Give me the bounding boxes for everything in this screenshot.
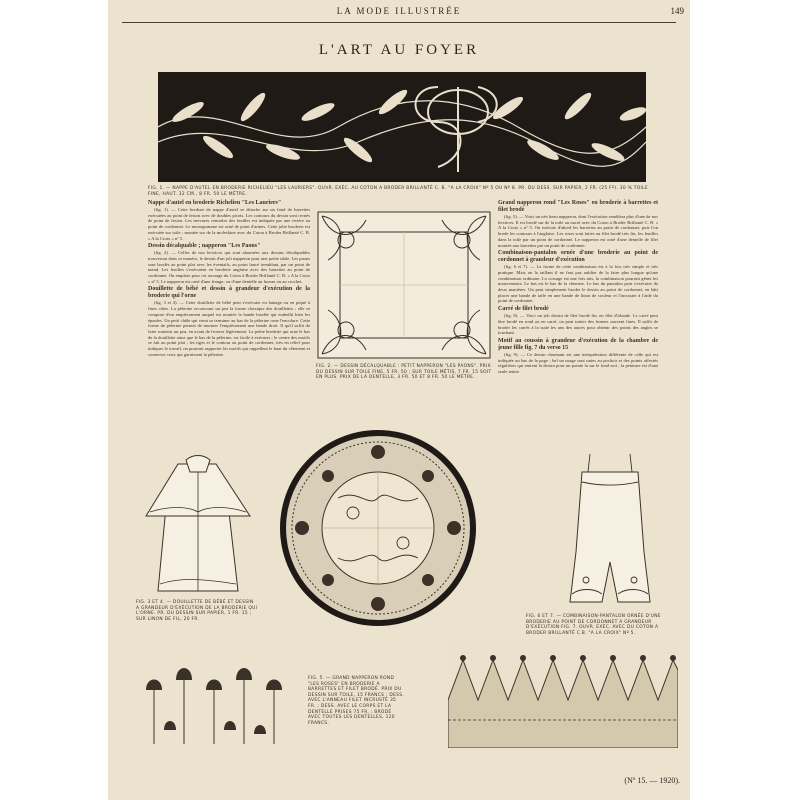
fig7-embroidery-border bbox=[448, 640, 678, 748]
page-title: L'ART AU FOYER bbox=[318, 42, 480, 58]
fig3-baby-coat bbox=[138, 446, 256, 596]
article-text: (fig. 1). — Cette bordure de nappe d'autel se détache sur un fond de barrettes exécutées au point de feston avec de doubles picots. Les contours du dessin sont cernés de point de feston. Les nervures centrales des feuilles est indiquée par une rivière au point de cordonnet. Le monogramme est orné de point d'armes. Cette jolie broderie est exécutée sur toile ; montée sur de la moleskine avec du Coton à Broder Brillanté C. B. « A la Croix » nº 5. bbox=[148, 207, 310, 241]
article-heading: Combinaison-pantalon ornée d'une broderie au point de cordonnet à grandeur d'exécution bbox=[498, 250, 658, 264]
issue-footer: (Nº 15. — 1920). bbox=[624, 776, 680, 785]
fig1-altar-cloth-border bbox=[158, 72, 646, 182]
article-text: (fig. 9). — Ce dessin charmant est une interprétation différente de celle qui est indiquée au bas de la page ; bel un usage sont unies au pochoir et des points affectés régulières qui entrent la dessin pour un pointe la sur le fond soit ; la peinture est d'une seule teinte. bbox=[498, 351, 658, 375]
article-heading: Douillette de bébé et dessin à grandeur d'exécution de la broderie qui l'orne bbox=[148, 286, 310, 300]
magazine-page bbox=[108, 0, 690, 800]
article-text: (fig. 6 et 7). — La forme de cette combinaison est à la fois très simple et très pratique. Mais on la taillant il ne faut pas oublier de la faire plus longue qu'une combinaison ordinaire. Le corsage est une fois mis, la combinaison pourrait gêner les mouvements. Le bas est le bas de la chemise. Le bas du pantalon peut s'exécuter de deux manières. On peut simplement broder le dessin au point de cordonnet, en bâti placer une bande de taffe en une bande de linon de couleur et l'incruster à l'aide du point de cordonnet. bbox=[498, 264, 658, 304]
running-header bbox=[108, 6, 690, 20]
article-text: (fig. 3 et 4). — Cette douillette de bébé peut s'exécuter en lainage ou en piqué à fines côtes. La pèlerine recouvrant un peu la forme classique des douillettes ; elle se compose d'un empiècement auquel est montée la bande brodée qui embellit bien les épaules. Un petit châle qui vient se terminer au bas de la pèlerine orne l'encolure. Cette forme de pèlerine permet de montrer l'empiècement une bande droit. Il qu'il suffit de faire soutenir un peu, en avant de froncer légèrement. La petite broderie qui orne le bas de la douillette ainsi que le bas de la pèlerine, est facile à exécuter ; le centre des motifs se fait au point plat ; les tiges et le contour au point de cordonnet, très en relief pour indiquer le travail, on pourrait rapporter les motifs qui rappellent le haut du vêtement et conserver ceux qui garnissent la pèlerine. bbox=[148, 300, 310, 357]
fig2-caption: FIG. 2. — DESSIN DÉCALQUABLE : PETIT NAPPERON "LES PAONS". PRIX DU DESSIN SUR TOILE FINE, 5 FR. 50 ; SUR TOILE MÉTIS, 7 FR. 15 SOIT EN PLUS. PRIX DE LA DENTELLE, 3 FR. 50 ET 8 FR. 50 LE MÈTRE. bbox=[316, 364, 492, 381]
article-heading: Nappe d'autel en broderie Richelieu "Les Lauriers" bbox=[148, 200, 282, 206]
fig5-caption: FIG. 5. — GRAND NAPPERON ROND "LES ROSES" EN BRODERIE A BARRETTES ET FILET BRODÉ. PRIX DU DESSIN SUR TOILE, 15 FRANCS ; DESS. AVEC L'ANNEAU FILET INCRUSTÉ 35 FR. ; DESS. AVEC LE CORPS ET LA DENTELLE PRISES 75 FR. ; BRODÉ AVEC TOUTES LES DENTELLES, 120 FRANCS. bbox=[308, 676, 405, 726]
article-heading: Grand napperon rond "Les Roses" en broderie à barrettes et filet brodé bbox=[498, 200, 658, 213]
fig34-caption: FIG. 3 ET 4. — DOUILLETTE DE BÉBÉ ET DESSIN A GRANDEUR D'EXÉCUTION DE LA BRODERIE QUI L'ORNE. PR. DU DESSIN SUR PAPIER, 1 FR. 15 ; SUR LINON DE FIL, 20 FR. bbox=[136, 600, 258, 622]
article-text: (fig. 2). — Celles de nos lectrices qui sont abonnées aux dessins décalquables trouveront dans ce numéro, le dessin d'un joli napperon pour une petite table. Les paons sont brodés au point plat avec les éventails, au point lancé tremblant, par un point de nœud. Les feuilles s'exécutent en broderie anglaise avec des barrettes au point de cordonnet. On emploie pour cet ouvrage du Coton à Broder Brillanté C. B. « A la Croix » nº 5. Le napperon est orné d'une frange, ou d'une dentelle au fuseau ou au crochet. bbox=[148, 250, 310, 284]
right-text-column bbox=[498, 198, 658, 428]
article-text: (fig. 8). — Voici un joli dessin de filet brodé fin, en filet d'irlande. Le carré peut être brodé en rond ou en carré, on peut imiter des formes souvent fines. Il suffit de broder les carrés à la suite les uns des autres pour obtenir des points des angles se touchant. bbox=[498, 313, 658, 336]
fig4-embroidery-detail bbox=[144, 650, 294, 746]
magazine-name: LA MODE ILLUSTRÉE bbox=[336, 6, 462, 16]
article-text: (fig. 5). — Voici un très beau napperon, dont l'exécution semblera plus d'une de nos lectrices. Il est brodé sur de la toile au nacré avec du Coton à Broder Brillanté C. B. « A la Croix » nº 5. On exécute d'abord les barrettes au point de cordonnet, puis l'on brode les contours à l'anglaise. Les roses sont faites au filet brodé très fin, les feuilles dans la toile par un point de cordonnet. Le napperon est orné d'une dentelle de filet montée aux barrettes par un point de cordonnet. bbox=[498, 214, 658, 248]
left-text-column bbox=[148, 198, 310, 420]
fig6-combinaison-pantalon bbox=[560, 452, 660, 612]
article-heading: Carré de filet brodé bbox=[498, 306, 549, 313]
fig2-peacock-napperon bbox=[316, 210, 492, 360]
page-number: 149 bbox=[670, 6, 684, 16]
fig5-round-rose-napperon bbox=[278, 428, 478, 628]
fig67-caption: FIG. 6 ET 7. — COMBINAISON-PANTALON ORNÉE D'UNE BRODERIE AU POINT DE CORDONNET A GRANDEUR D'EXÉCUTION FIG. 7. OUVR. EXÉC. AVEC DU COTON A BRODER BRILLANTÉ C.B. "A LA CROIX" Nº 5. bbox=[526, 614, 661, 636]
header-rule bbox=[122, 22, 676, 23]
fig1-caption: FIG. 1. — NAPPE D'AUTEL EN BRODERIE RICHELIEU "LES LAURIERS". OUVR. EXÉC. AU COTON A BRODER BRILLANTÉ C. B. "A LA CROIX" Nº 5 OU Nº 8. PR. DU DESS. SUR PAPIER, 2 FR. (25 Fº). 30 % TOILE FINE, HAUT. 32 CM., 8 FR. 50 LE MÈTRE. bbox=[148, 186, 648, 197]
article-heading: Motif au coussin à grandeur d'exécution de la chambre de jeune fille fig. 7 du verso 15 bbox=[498, 337, 658, 351]
article-heading: Dessin décalquable ; napperon "Les Paons" bbox=[148, 243, 261, 250]
